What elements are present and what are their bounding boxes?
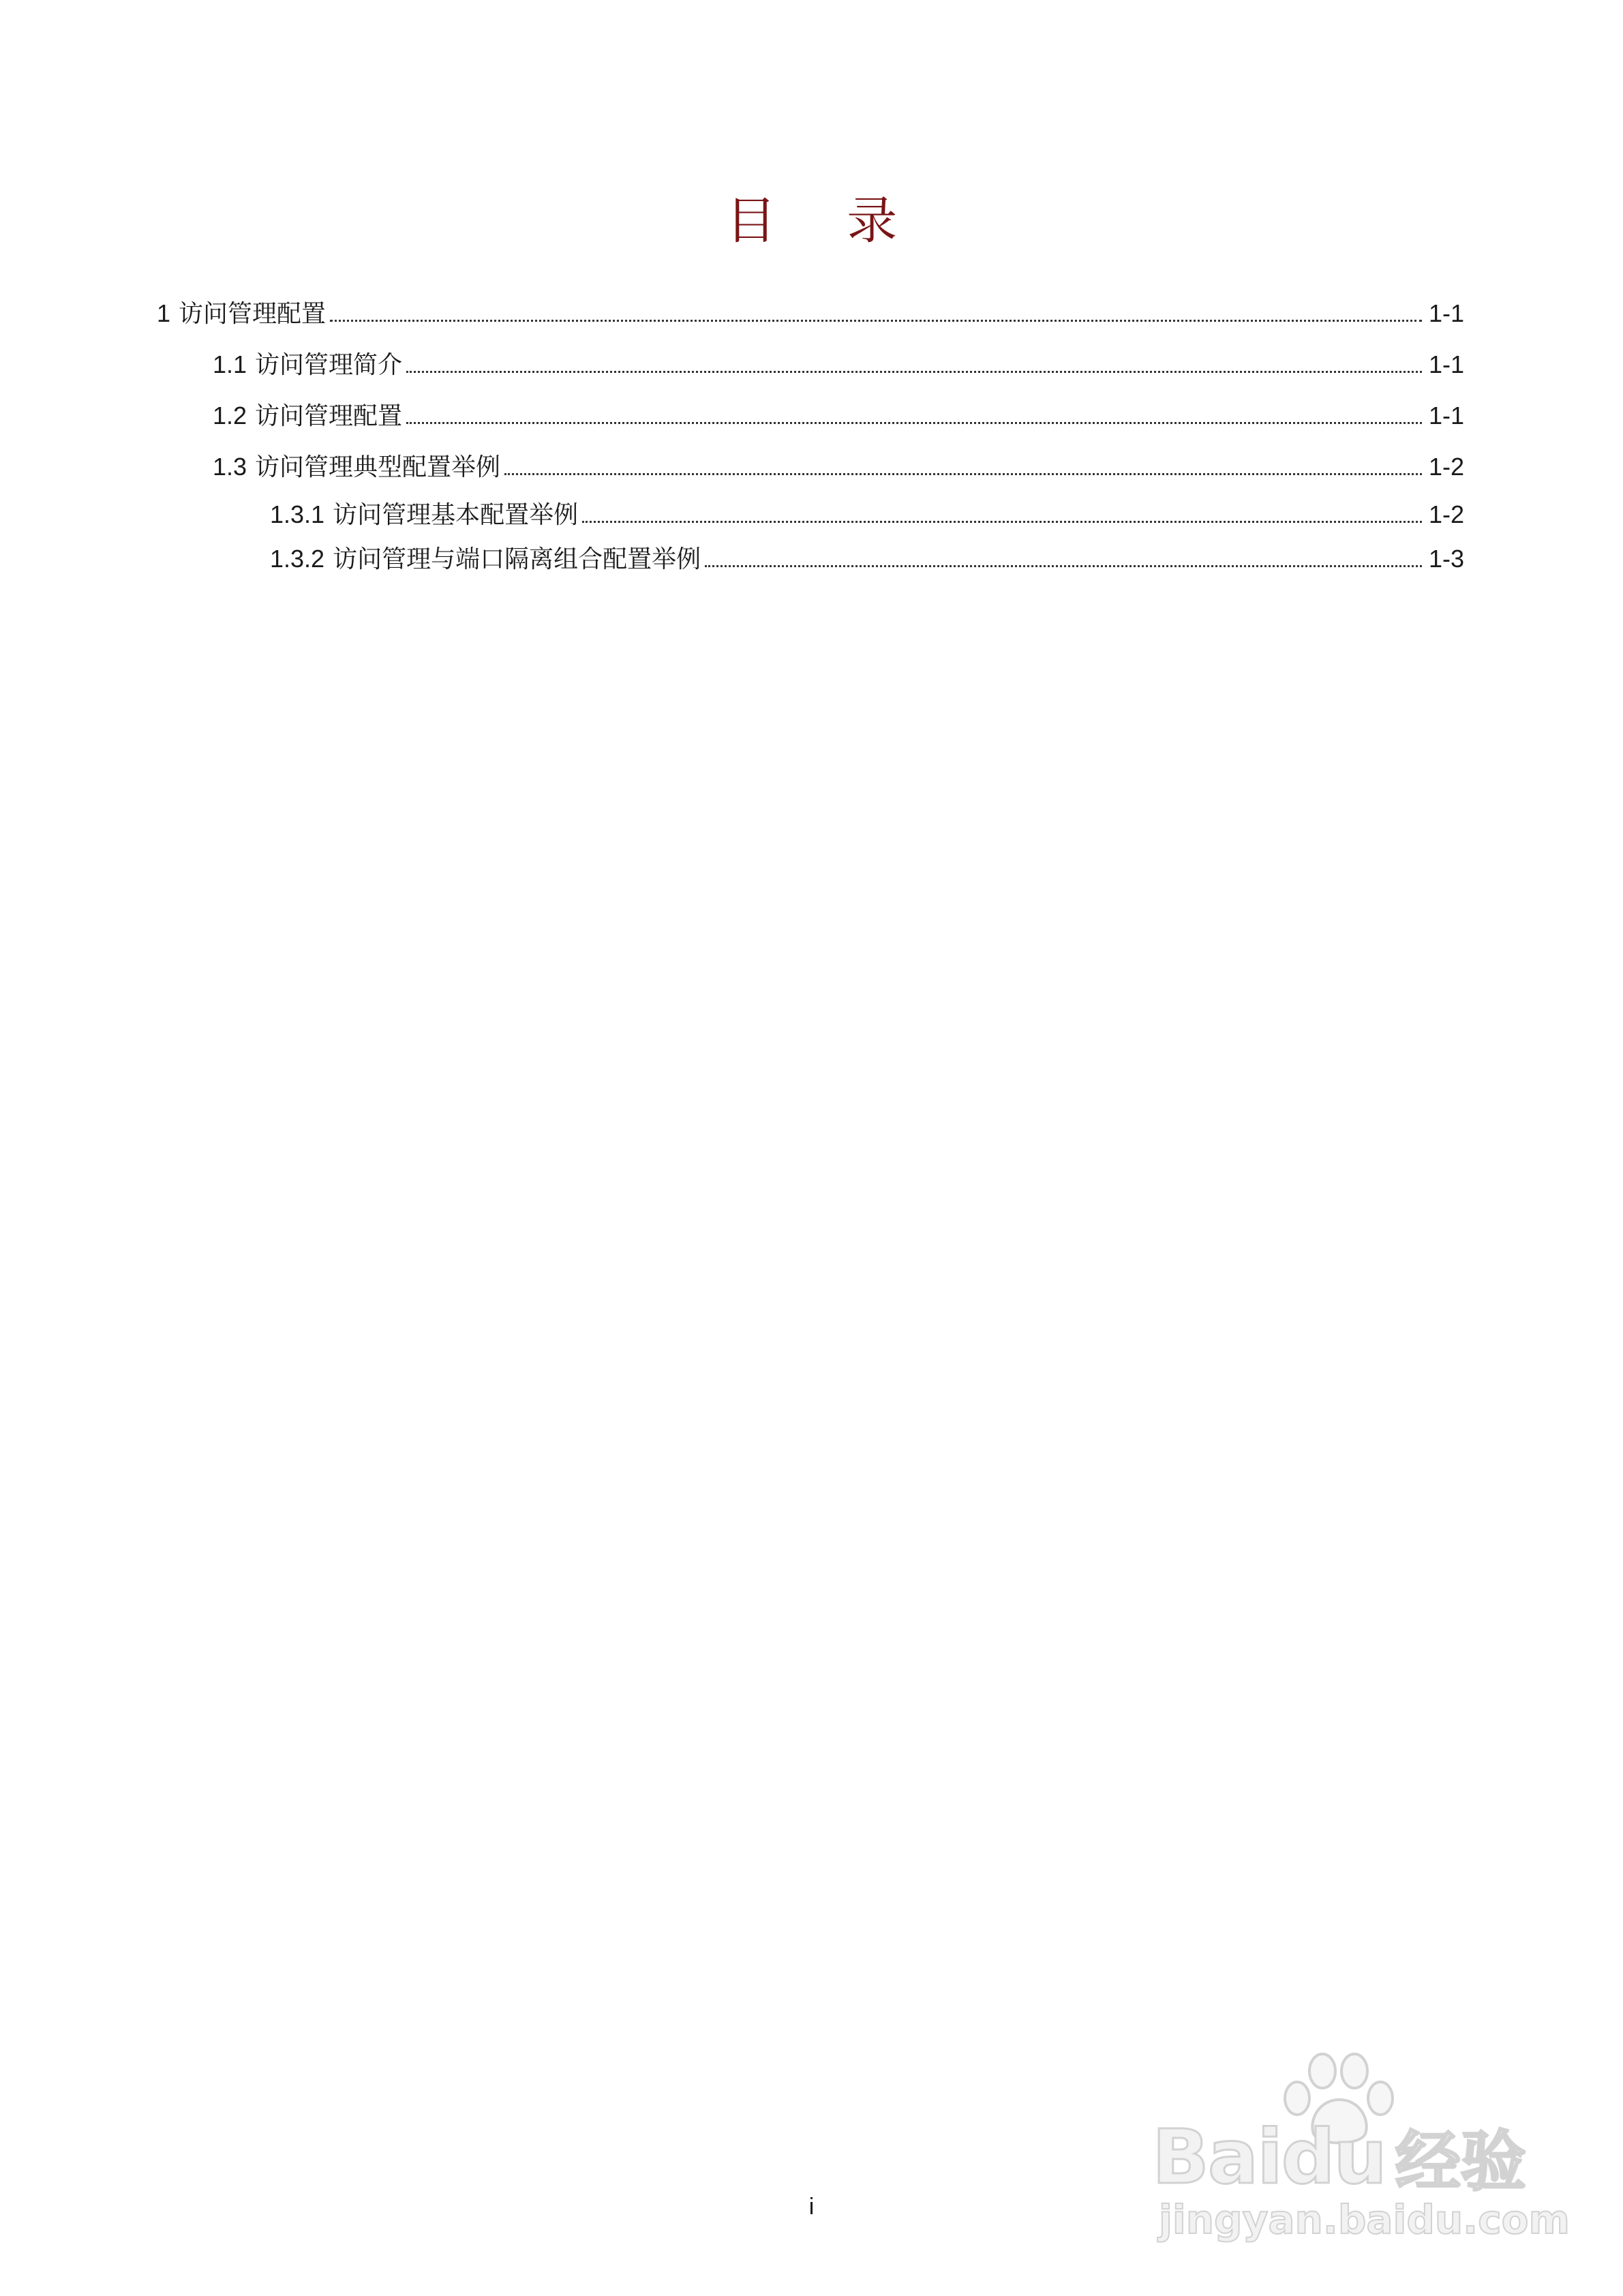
toc-entry-number: 1.3.1 [270,500,325,528]
watermark-logo-text: Baidu [1152,2113,1386,2201]
toc-entry-page: 1-1 [1428,350,1464,378]
toc-entry-page: 1-3 [1428,545,1464,573]
watermark-url: jingyan.baidu.com [1159,2196,1570,2243]
toc-entry[interactable] [213,401,1464,432]
toc-entry-number: 1.2 [213,402,247,429]
toc-entry-number: 1.1 [213,350,247,378]
toc-dot-leader [504,472,1422,475]
toc-entry[interactable] [213,452,1464,483]
toc-entry[interactable] [157,299,1464,329]
toc-entry-page: 1-1 [1428,402,1464,429]
toc-entry-title: 访问管理简介 [255,351,403,379]
toc-dot-leader [406,421,1422,424]
toc-entry-title: 访问管理与端口隔离组合配置举例 [333,545,701,573]
toc-entry[interactable] [270,500,1464,530]
toc-entry-page: 1-1 [1428,299,1464,327]
toc-entry-number: 1.3 [213,453,247,481]
toc-entry[interactable] [213,350,1464,380]
toc-entry[interactable] [270,544,1464,575]
toc-dot-leader [406,370,1422,373]
watermark-logo [1152,2110,1526,2203]
page-number: i [808,2194,815,2220]
toc-entry-page: 1-2 [1428,453,1464,481]
toc-entry-title: 访问管理配置 [179,300,327,328]
toc-entry-title: 访问管理配置 [255,402,403,430]
watermark-logo-suffix: 经验 [1395,2124,1526,2200]
toc-entry-number: 1 [157,299,171,327]
toc-entry-page: 1-2 [1428,500,1464,528]
toc-entry-title: 访问管理典型配置举例 [255,453,501,481]
toc-entry-title: 访问管理基本配置举例 [333,501,579,529]
page-title: 目 录 [725,192,925,250]
toc-dot-leader [330,319,1422,322]
toc-dot-leader [705,564,1422,567]
toc-entry-number: 1.3.2 [270,545,325,573]
toc-dot-leader [582,520,1422,523]
